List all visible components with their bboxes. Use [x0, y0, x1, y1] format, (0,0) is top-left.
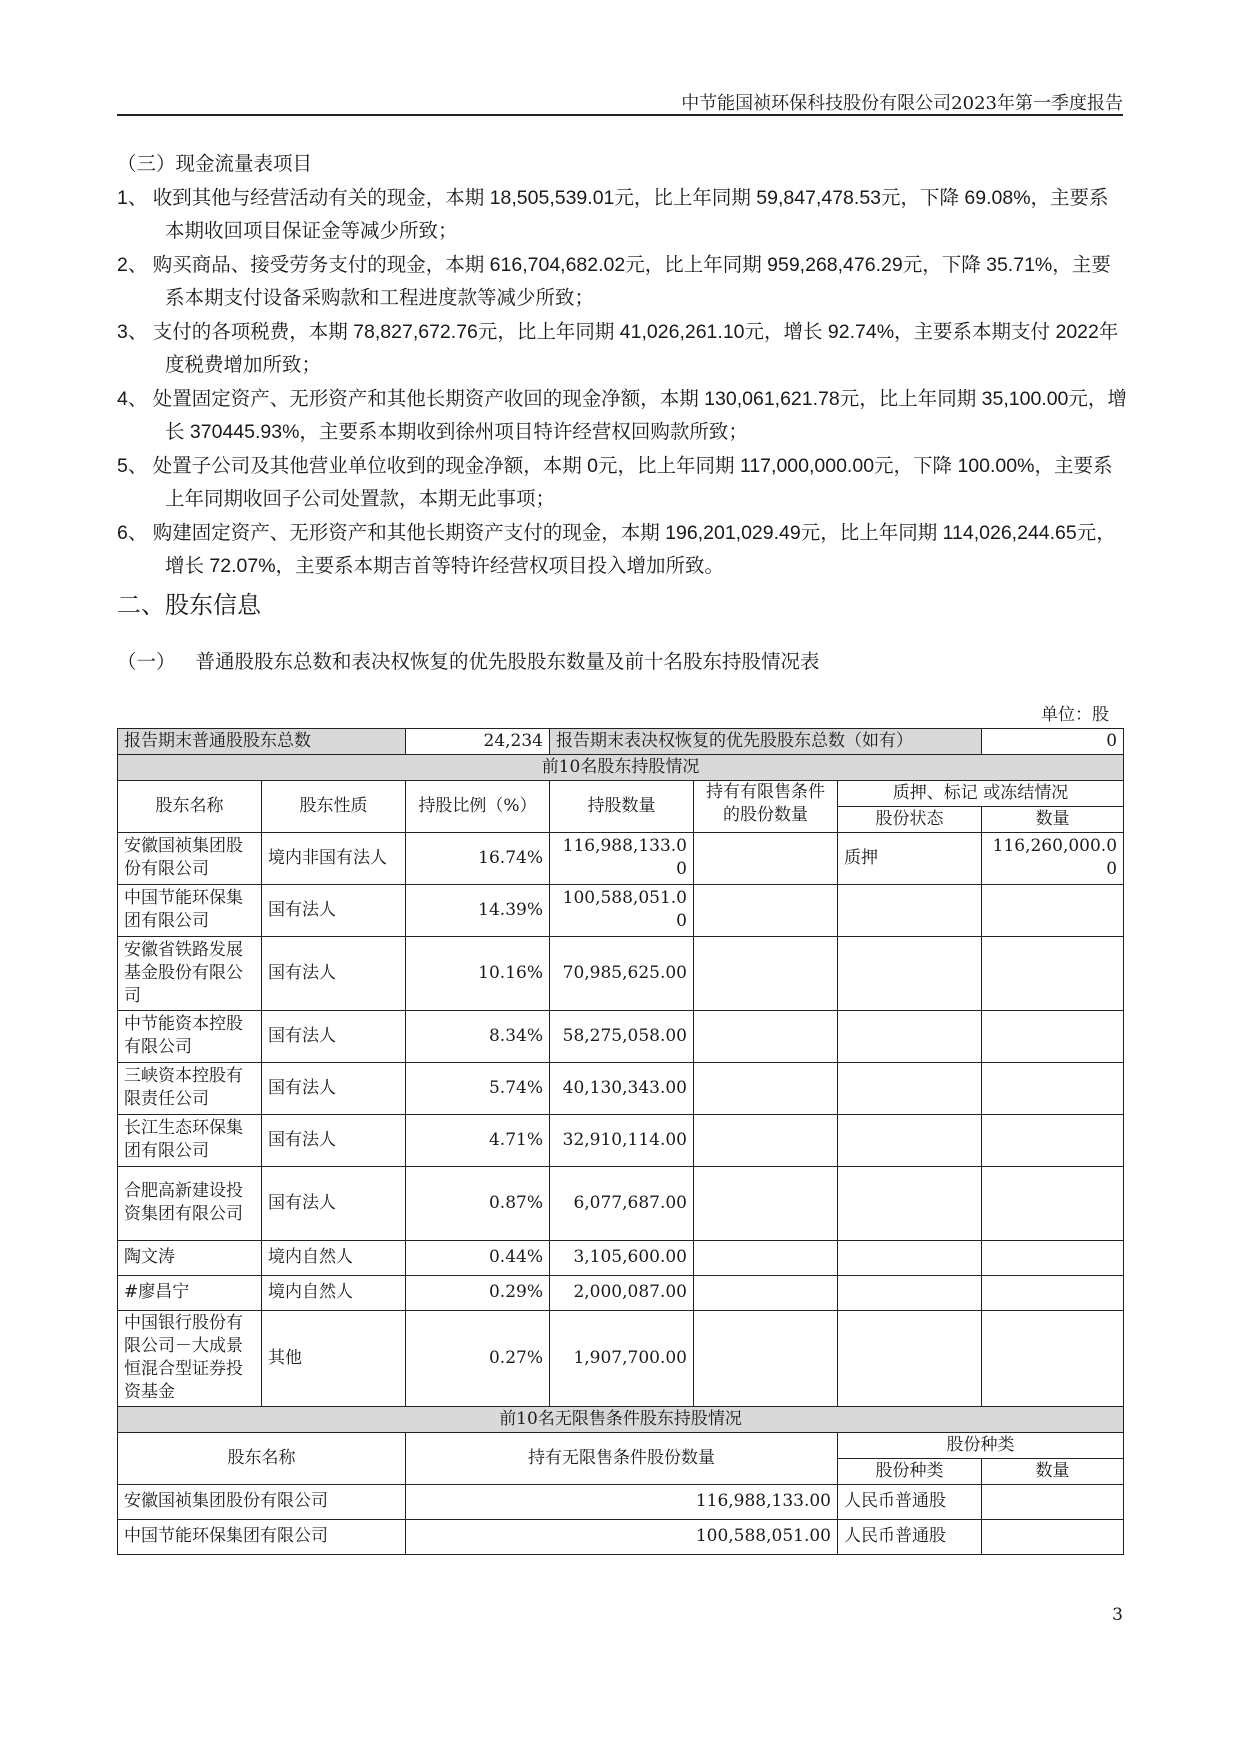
page-content	[117, 148, 1127, 1555]
table-row	[118, 1275, 1124, 1310]
row-restricted	[694, 1010, 838, 1062]
row-restricted	[694, 936, 838, 1010]
top10-title-row	[118, 754, 1124, 780]
page-header-title: 中节能国祯环保科技股份有限公司2023年第一季度报告	[681, 93, 1123, 114]
row-nature: 国有法人	[262, 1114, 406, 1166]
row-ratio: 0.44%	[406, 1240, 550, 1275]
header-pledge: 质押、标记 或冻结情况	[838, 780, 1124, 806]
summary-row	[118, 728, 1124, 754]
row-status	[838, 1062, 982, 1114]
row-qty	[982, 1275, 1124, 1310]
row-name: 陶文涛	[118, 1240, 262, 1275]
row-shares: 3,105,600.00	[550, 1240, 694, 1275]
page-number: 3	[1112, 1605, 1123, 1625]
table-row	[118, 1240, 1124, 1275]
summary-value-common: 24,234	[406, 728, 550, 754]
unrestricted-header-type: 股份种类	[838, 1458, 982, 1484]
row-ratio: 8.34%	[406, 1010, 550, 1062]
summary-label-preferred: 报告期末表决权恢复的优先股股东总数（如有）	[550, 728, 982, 754]
row-shares: 116,988,133.00	[550, 832, 694, 884]
row-status	[838, 884, 982, 936]
cashflow-item-3: 3、 支付的各项税费，本期 78,827,672.76元，比上年同期 41,026,261.10元，增长 92.74%，主要系本期支付 2022年度税费增加所致；	[117, 320, 1119, 376]
row-nature: 境内非国有法人	[262, 832, 406, 884]
row-nature: 国有法人	[262, 1010, 406, 1062]
unrestricted-name: 安徽国祯集团股份有限公司	[118, 1484, 406, 1519]
row-nature: 境内自然人	[262, 1275, 406, 1310]
header-name: 股东名称	[118, 780, 262, 832]
row-qty: 116,260,000.00	[982, 832, 1124, 884]
table-row	[118, 1114, 1124, 1166]
unrestricted-header-num: 数量	[982, 1458, 1124, 1484]
unrestricted-row	[118, 1519, 1124, 1554]
row-nature: 国有法人	[262, 936, 406, 1010]
table-row	[118, 832, 1124, 884]
row-nature: 国有法人	[262, 884, 406, 936]
row-nature: 其他	[262, 1310, 406, 1406]
unrestricted-header-qty: 持有无限售条件股份数量	[406, 1432, 838, 1484]
table-row	[118, 1010, 1124, 1062]
unrestricted-title: 前10名无限售条件股东持股情况	[118, 1406, 1124, 1432]
row-ratio: 10.16%	[406, 936, 550, 1010]
row-shares: 40,130,343.00	[550, 1062, 694, 1114]
row-shares: 1,907,700.00	[550, 1310, 694, 1406]
row-ratio: 0.29%	[406, 1275, 550, 1310]
row-shares: 2,000,087.00	[550, 1275, 694, 1310]
row-nature: 境内自然人	[262, 1240, 406, 1275]
row-name: 中国银行股份有限公司－大成景恒混合型证券投资基金	[118, 1310, 262, 1406]
row-shares: 32,910,114.00	[550, 1114, 694, 1166]
row-restricted	[694, 1062, 838, 1114]
row-status	[838, 1275, 982, 1310]
unrestricted-title-row	[118, 1406, 1124, 1432]
row-qty	[982, 1240, 1124, 1275]
row-restricted	[694, 832, 838, 884]
row-status	[838, 1114, 982, 1166]
unrestricted-qty: 116,988,133.00	[406, 1484, 838, 1519]
cashflow-item-4: 4、 处置固定资产、无形资产和其他长期资产收回的现金净额，本期 130,061,621.78元，比上年同期 35,100.00元，增长 370445.93%，主要系本期收到徐州项目特许经营权回购款所致；	[117, 387, 1127, 443]
row-ratio: 14.39%	[406, 884, 550, 936]
row-restricted	[694, 1240, 838, 1275]
row-nature: 国有法人	[262, 1166, 406, 1240]
row-restricted	[694, 884, 838, 936]
row-name: 三峡资本控股有限责任公司	[118, 1062, 262, 1114]
unrestricted-row	[118, 1484, 1124, 1519]
cashflow-item-1: 1、 收到其他与经营活动有关的现金，本期 18,505,539.01元，比上年同期 59,847,478.53元，下降 69.08%，主要系本期收回项目保证金等减少所致；	[117, 186, 1109, 242]
row-qty	[982, 1166, 1124, 1240]
row-name: 安徽省铁路发展基金股份有限公司	[118, 936, 262, 1010]
header-rule	[117, 114, 1123, 116]
table-row	[118, 1062, 1124, 1114]
row-ratio: 4.71%	[406, 1114, 550, 1166]
row-restricted	[694, 1114, 838, 1166]
row-name: 中国节能环保集团有限公司	[118, 884, 262, 936]
row-shares: 100,588,051.00	[550, 884, 694, 936]
summary-value-preferred: 0	[982, 728, 1124, 754]
header-ratio: 持股比例（%）	[406, 780, 550, 832]
header-restricted: 持有有限售条件的股份数量	[694, 780, 838, 832]
row-qty	[982, 1114, 1124, 1166]
row-qty	[982, 936, 1124, 1010]
unrestricted-name: 中国节能环保集团有限公司	[118, 1519, 406, 1554]
row-name: 长江生态环保集团有限公司	[118, 1114, 262, 1166]
row-status: 质押	[838, 832, 982, 884]
row-qty	[982, 1310, 1124, 1406]
row-name: #廖昌宁	[118, 1275, 262, 1310]
header-status: 股份状态	[838, 806, 982, 832]
row-ratio: 0.87%	[406, 1166, 550, 1240]
unrestricted-num	[982, 1484, 1124, 1519]
row-status	[838, 936, 982, 1010]
unrestricted-qty: 100,588,051.00	[406, 1519, 838, 1554]
row-restricted	[694, 1310, 838, 1406]
top10-title: 前10名股东持股情况	[118, 754, 1124, 780]
row-status	[838, 1240, 982, 1275]
summary-label-common: 报告期末普通股股东总数	[118, 728, 406, 754]
row-status	[838, 1166, 982, 1240]
header-shares: 持股数量	[550, 780, 694, 832]
unrestricted-header-type-group: 股份种类	[838, 1432, 1124, 1458]
row-status	[838, 1310, 982, 1406]
row-shares: 70,985,625.00	[550, 936, 694, 1010]
row-name: 安徽国祯集团股份有限公司	[118, 832, 262, 884]
row-ratio: 5.74%	[406, 1062, 550, 1114]
row-qty	[982, 1062, 1124, 1114]
cashflow-item-6: 6、 购建固定资产、无形资产和其他长期资产支付的现金，本期 196,201,029.49元，比上年同期 114,026,244.65元，增长 72.07%，主要系本期吉首等特许经营权项目投入增加所致。	[117, 521, 1116, 577]
header-row-1	[118, 780, 1124, 806]
unrestricted-header-row-1	[118, 1432, 1124, 1458]
row-shares: 58,275,058.00	[550, 1010, 694, 1062]
table-row	[118, 936, 1124, 1010]
table-row	[118, 1310, 1124, 1406]
header-nature: 股东性质	[262, 780, 406, 832]
table-row	[118, 884, 1124, 936]
row-qty	[982, 1010, 1124, 1062]
shareholder-table	[117, 728, 1124, 1555]
unrestricted-header-name: 股东名称	[118, 1432, 406, 1484]
row-name: 合肥高新建设投资集团有限公司	[118, 1166, 262, 1240]
section-title-shareholders: 二、股东信息	[117, 591, 261, 619]
row-restricted	[694, 1166, 838, 1240]
row-ratio: 16.74%	[406, 832, 550, 884]
subsection-title	[117, 646, 1127, 678]
unrestricted-type: 人民币普通股	[838, 1519, 982, 1554]
cashflow-title: （三）现金流量表项目	[117, 153, 313, 175]
unrestricted-type: 人民币普通股	[838, 1484, 982, 1519]
cashflow-item-2: 2、 购买商品、接受劳务支付的现金，本期 616,704,682.02元，比上年同期 959,268,476.29元，下降 35.71%，主要系本期支付设备采购款和工程进度款等减少所致；	[117, 253, 1111, 309]
row-ratio: 0.27%	[406, 1310, 550, 1406]
unit-label: 单位：股	[1041, 704, 1109, 725]
table-row	[118, 1166, 1124, 1240]
cashflow-item-5: 5、 处置子公司及其他营业单位收到的现金净额，本期 0元，比上年同期 117,000,000.00元，下降 100.00%，主要系上年同期收回子公司处置款，本期无此事项；	[117, 454, 1113, 510]
row-shares: 6,077,687.00	[550, 1166, 694, 1240]
row-status	[838, 1010, 982, 1062]
header-qty: 数量	[982, 806, 1124, 832]
row-restricted	[694, 1275, 838, 1310]
row-name: 中节能资本控股有限公司	[118, 1010, 262, 1062]
unrestricted-num	[982, 1519, 1124, 1554]
row-qty	[982, 884, 1124, 936]
subsection-text: 普通股股东总数和表决权恢复的优先股股东数量及前十名股东持股情况表	[195, 650, 820, 673]
row-nature: 国有法人	[262, 1062, 406, 1114]
subsection-number: （一）	[117, 650, 176, 673]
